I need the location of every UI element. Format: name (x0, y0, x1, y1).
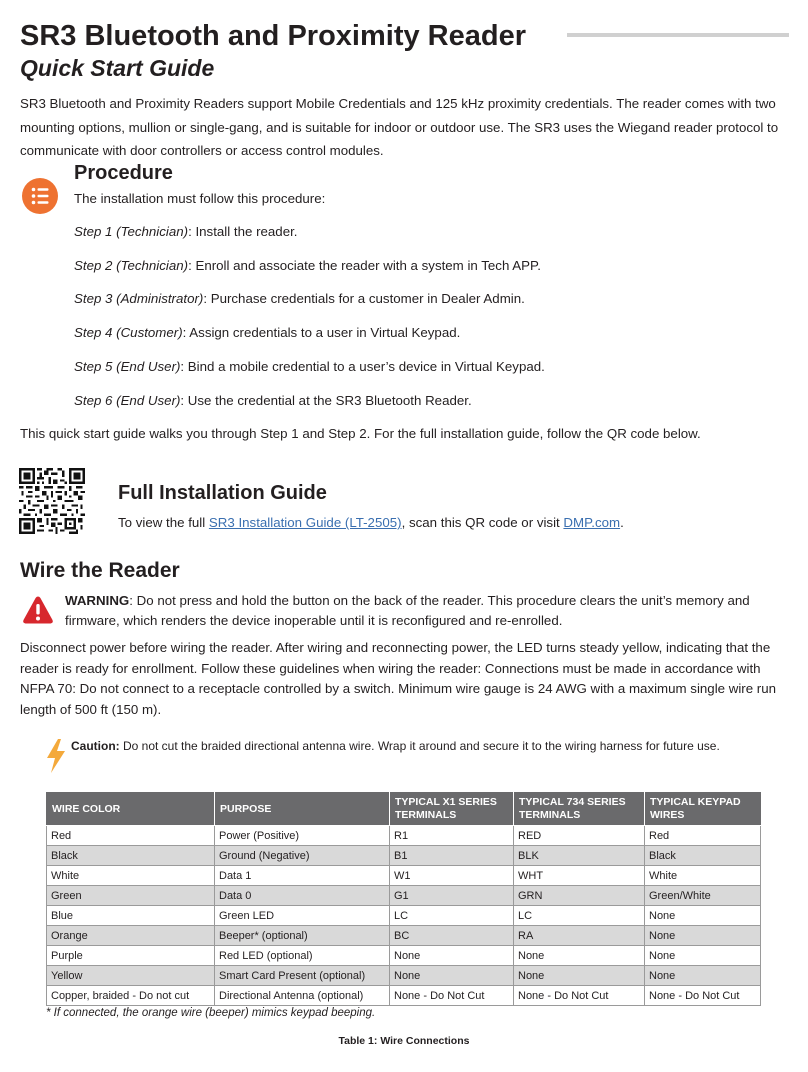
procedure-step (74, 359, 545, 374)
intro-paragraph: SR3 Bluetooth and Proximity Readers support Mobile Credentials and 125 kHz proximity credentials. The reader comes with two mounting options, mullion or single-gang, and is suitable for indoor or outdoor use. The SR3 uses the Wiegand reader protocol to communicate with door controllers or access control modules. (20, 96, 779, 158)
caution-label: Caution: (71, 739, 120, 753)
table-footnote: * If connected, the orange wire (beeper) mimics keypad beeping. (46, 1007, 376, 1019)
list-icon (22, 178, 58, 214)
table-cell: Beeper* (optional) (215, 926, 390, 946)
table-cell: Red (47, 826, 215, 846)
table-cell: Black (47, 846, 215, 866)
table-cell: None - Do Not Cut (390, 986, 514, 1006)
table-cell: LC (390, 906, 514, 926)
table-cell: Blue (47, 906, 215, 926)
table-cell: Green LED (215, 906, 390, 926)
step-name: Step 4 (Customer) (74, 325, 183, 340)
table-cell: Orange (47, 926, 215, 946)
dmp-link[interactable]: DMP.com (563, 515, 621, 530)
table-row (47, 906, 761, 926)
table-cell: None (514, 966, 645, 986)
step-text: : Use the credential at the SR3 Bluetooth Reader. (180, 393, 472, 408)
table-cell: None (514, 946, 645, 966)
table-cell: WHT (514, 866, 645, 886)
table-cell: Yellow (47, 966, 215, 986)
table-cell: Copper, braided - Do not cut (47, 986, 215, 1006)
procedure-lead: The installation must follow this procedure: (74, 191, 326, 206)
full-guide-text-middle: , scan this QR code or visit (401, 515, 564, 530)
table-cell: GRN (514, 886, 645, 906)
quickstart-note: This quick start guide walks you through Step 1 and Step 2. For the full installation guide, follow the QR code below. (20, 426, 701, 441)
table-cell: White (47, 866, 215, 886)
table-cell: Ground (Negative) (215, 846, 390, 866)
step-name: Step 5 (End User) (74, 359, 181, 374)
table-row (47, 846, 761, 866)
full-guide-text-before: To view the full (118, 515, 209, 530)
table-row (47, 826, 761, 846)
table-cell: Green/White (645, 886, 761, 906)
table-caption: Table 1: Wire Connections (338, 1035, 470, 1047)
table-cell: B1 (390, 846, 514, 866)
wire-connections-table (46, 792, 761, 1006)
table-cell: Data 0 (215, 886, 390, 906)
step-text: : Install the reader. (188, 224, 298, 239)
table-cell: RA (514, 926, 645, 946)
column-header: PURPOSE (215, 793, 390, 826)
table-cell: Green (47, 886, 215, 906)
table-row (47, 966, 761, 986)
procedure-heading: Procedure (74, 162, 173, 184)
table-cell: R1 (390, 826, 514, 846)
table-cell: W1 (390, 866, 514, 886)
procedure-step (74, 224, 297, 239)
table-cell: None (645, 946, 761, 966)
caution-text (71, 737, 761, 756)
table-cell: White (645, 866, 761, 886)
step-name: Step 2 (Technician) (74, 258, 189, 273)
step-text: : Enroll and associate the reader with a system in Tech APP. (188, 258, 541, 273)
table-cell: BLK (514, 846, 645, 866)
column-header: TYPICAL 734 SERIES TERMINALS (514, 793, 645, 826)
table-row (47, 946, 761, 966)
procedure-step (74, 258, 541, 273)
table-cell: RED (514, 826, 645, 846)
full-guide-text-after: . (620, 515, 624, 530)
table-cell: Smart Card Present (optional) (215, 966, 390, 986)
caution-body: Do not cut the braided directional antenna wire. Wrap it around and secure it to the wiring harness for future use. (119, 739, 720, 753)
page-subtitle: Quick Start Guide (20, 55, 215, 81)
table-cell: None - Do Not Cut (514, 986, 645, 1006)
warning-label: WARNING (65, 593, 130, 608)
warning-text (65, 591, 790, 631)
step-text: : Purchase credentials for a customer in Dealer Admin. (203, 291, 525, 306)
column-header: TYPICAL KEYPAD WIRES (645, 793, 761, 826)
wire-reader-heading: Wire the Reader (20, 559, 180, 582)
installation-guide-link[interactable]: SR3 Installation Guide (LT-2505) (208, 515, 402, 530)
title-rule (567, 33, 789, 37)
table-cell: Purple (47, 946, 215, 966)
table-cell: LC (514, 906, 645, 926)
table-cell: None (645, 906, 761, 926)
table-cell: Power (Positive) (215, 826, 390, 846)
column-header: TYPICAL X1 SERIES TERMINALS (390, 793, 514, 826)
table-row (47, 866, 761, 886)
table-row (47, 986, 761, 1006)
table-cell: None (645, 966, 761, 986)
step-text: : Assign credentials to a user in Virtual Keypad. (182, 325, 461, 340)
lightning-icon (44, 739, 68, 773)
procedure-step (74, 291, 525, 306)
table-cell: G1 (390, 886, 514, 906)
table-cell: Red (645, 826, 761, 846)
qr-code-icon[interactable] (19, 468, 85, 534)
table-cell: None (645, 926, 761, 946)
step-name: Step 1 (Technician) (74, 224, 189, 239)
wiring-guidelines: Disconnect power before wiring the reader. After wiring and reconnecting power, the LED turns steady yellow, indicating that the reader is ready for enrollment. Follow these guidelines when wiring the reader: Connections must be made in accordance with NFPA 70: Do not connect to a receptacle controlled by a switch. Minimum wire gauge is 24 AWG with a maximum single wire run length of 500 ft (150 m). (20, 640, 777, 717)
table-cell: Directional Antenna (optional) (215, 986, 390, 1006)
page-title: SR3 Bluetooth and Proximity Reader (20, 20, 526, 52)
table-cell: None - Do Not Cut (645, 986, 761, 1006)
table-cell: Red LED (optional) (215, 946, 390, 966)
step-text: : Bind a mobile credential to a user’s device in Virtual Keypad. (180, 359, 545, 374)
full-guide-text (118, 515, 624, 530)
table-cell: Data 1 (215, 866, 390, 886)
step-name: Step 3 (Administrator) (74, 291, 204, 306)
table-row (47, 926, 761, 946)
warning-body: : Do not press and hold the button on the back of the reader. This procedure clears the unit’s memory and firmware, which renders the device inoperable until it is reconfigured and re-enrolled. (65, 593, 750, 628)
table-cell: Black (645, 846, 761, 866)
table-cell: None (390, 966, 514, 986)
procedure-step (74, 393, 472, 408)
full-guide-heading: Full Installation Guide (118, 482, 327, 504)
column-header: WIRE COLOR (47, 793, 215, 826)
warning-icon (22, 595, 54, 625)
table-header-row (47, 793, 761, 826)
table-cell: BC (390, 926, 514, 946)
table-row (47, 886, 761, 906)
procedure-step (74, 325, 460, 340)
table-cell: None (390, 946, 514, 966)
step-name: Step 6 (End User) (74, 393, 181, 408)
